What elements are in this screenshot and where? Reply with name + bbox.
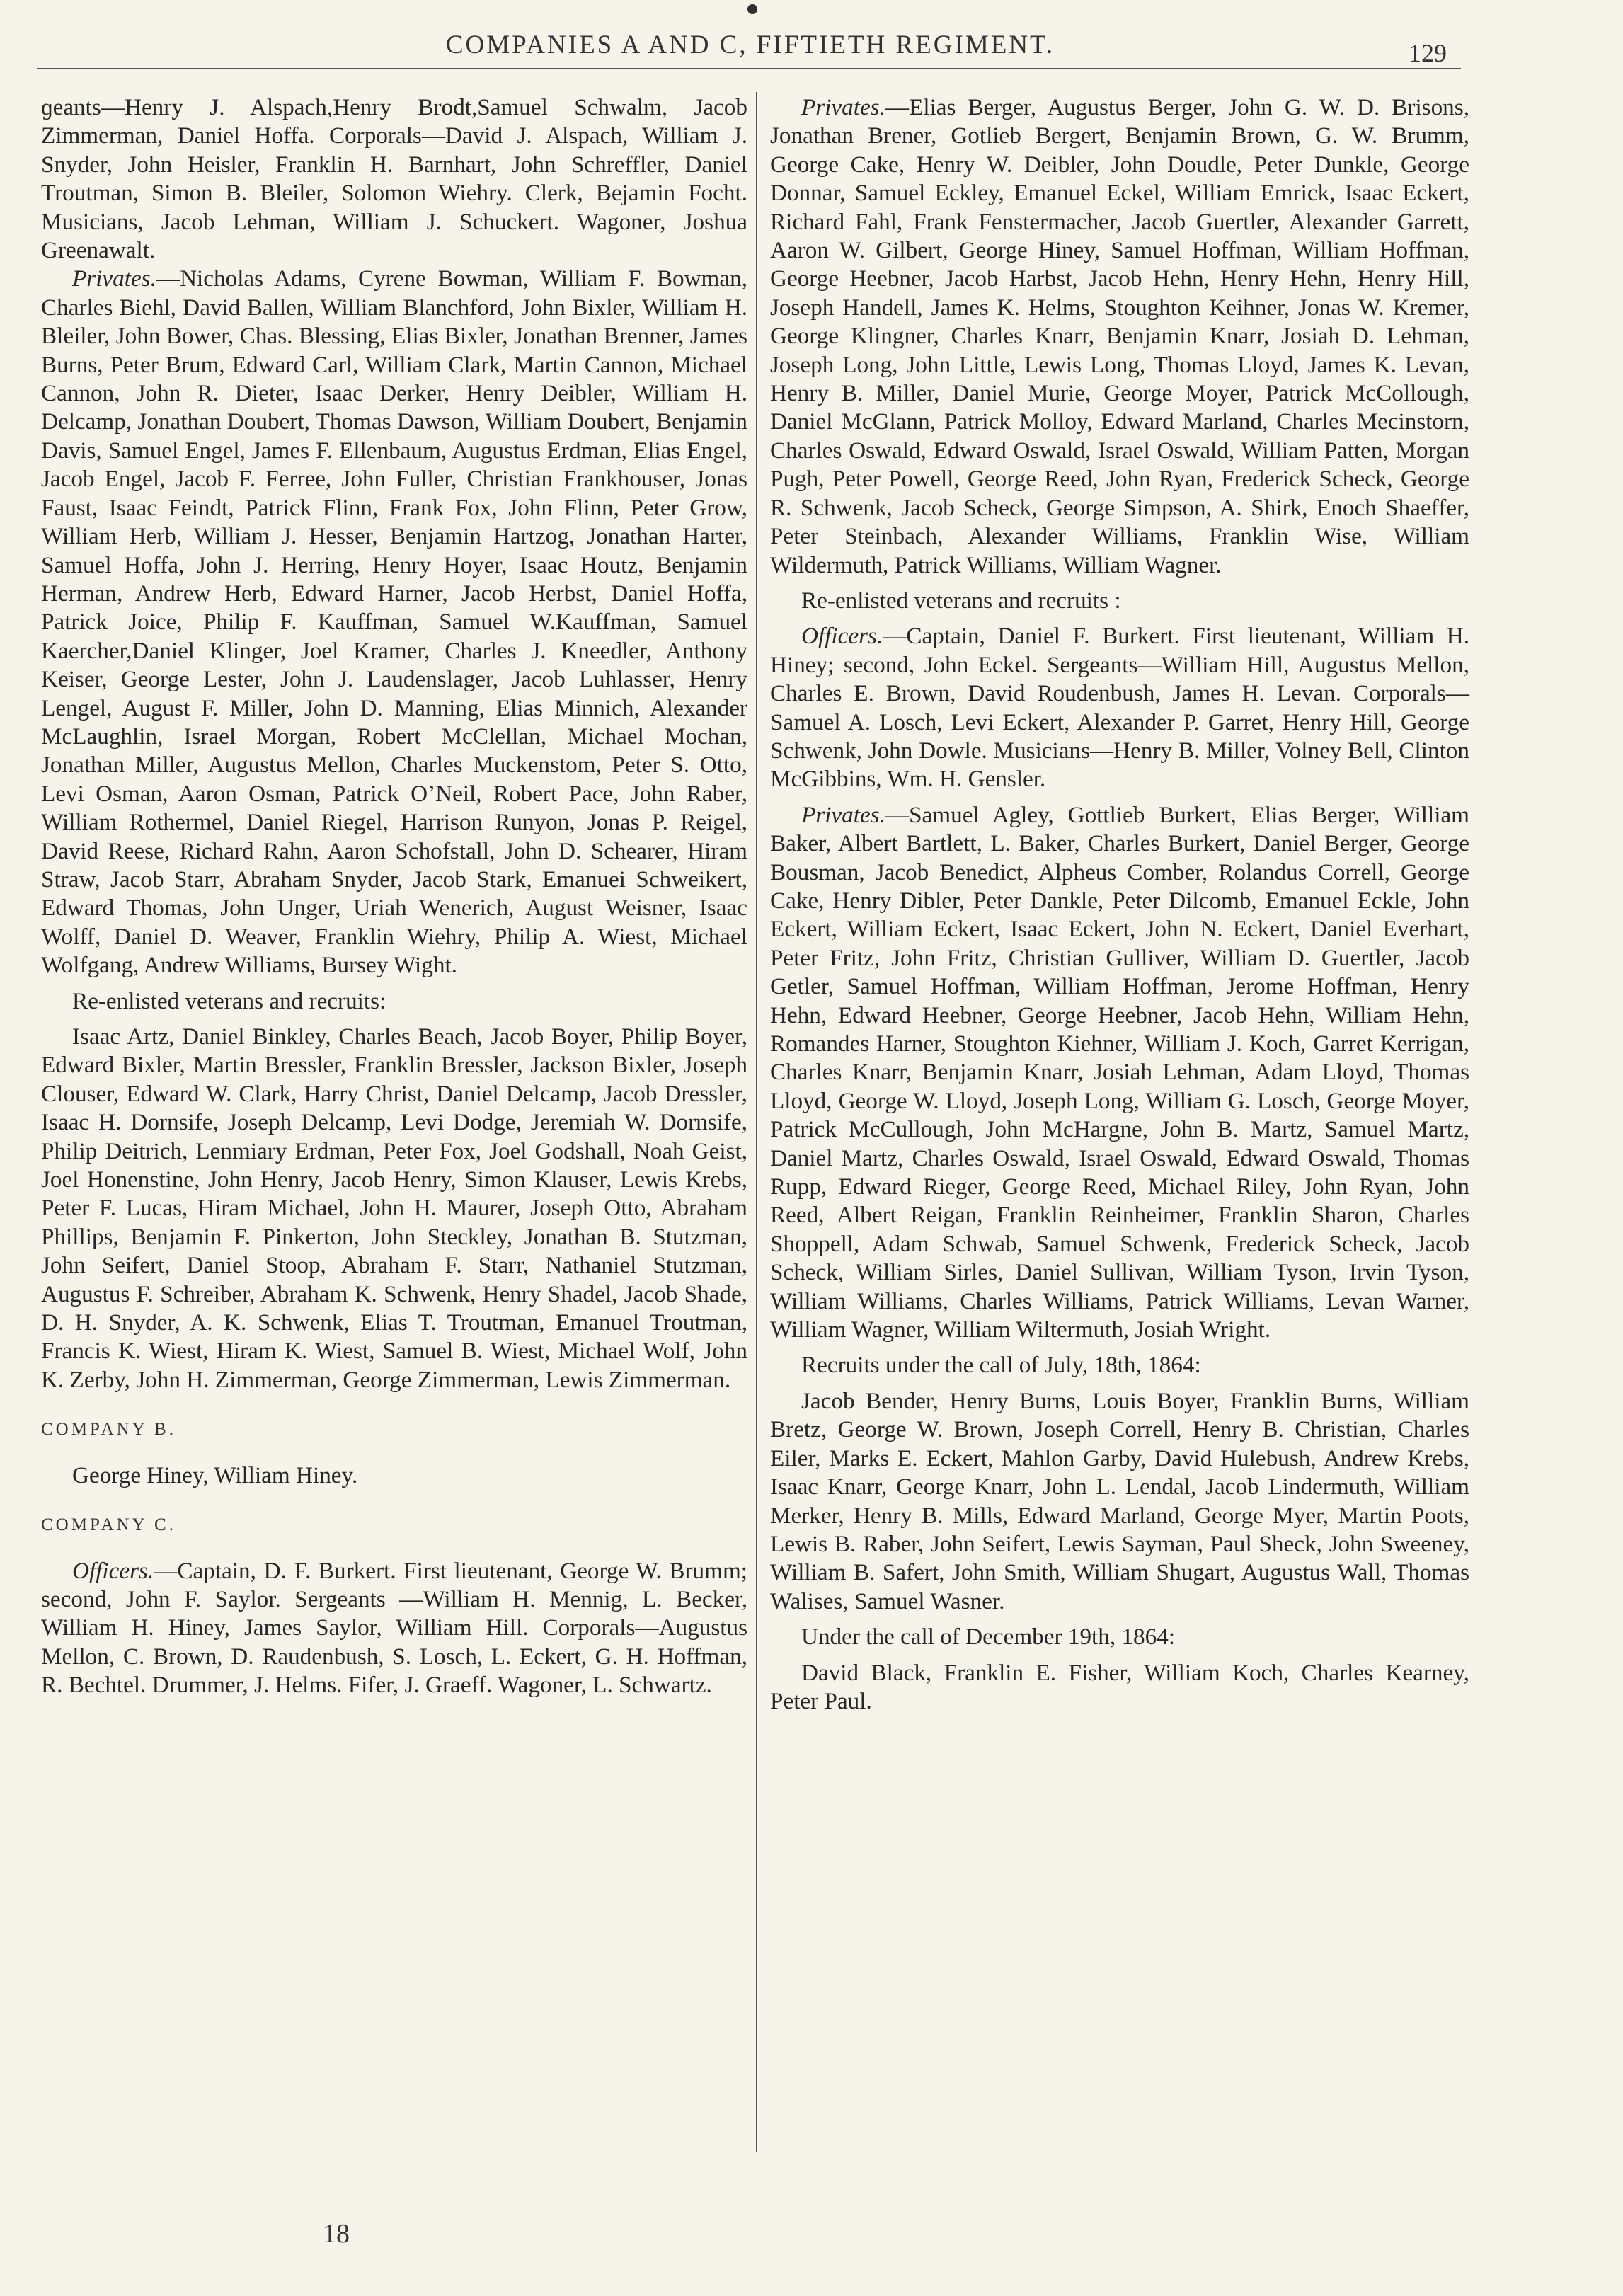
december-recruits-heading: Under the call of December 19th, 1864: (801, 1624, 1176, 1651)
privates-list: —Nicholas Adams, Cyrene Bowman, William F. Bowman, Charles Biehl, David Ballen, William Blanchford, John Bixler, William H. Bleiler, John Bower, Chas. Blessing, Elias Bixler, Jonathan Brenner, James Burns, Peter Brum, Edward Carl, William Clark, Martin Cannon, Michael Cannon, John R. Dieter, Isaac Derker, Henry Deibler, William H. Delcamp, Jonathan Doubert, Thomas Dawson, William Doubert, Benjamin Davis, Samuel Engel, James F. Ellenbaum, Augustus Erdman, Elias Engel, Jacob Engel, Jacob F. Ferree, John Fuller, Christian Frankhouser, Jonas Faust, Isaac Feindt, Patrick Flinn, Frank Fox, John Flinn, Peter Grow, William Herb, William J. Hesser, Benjamin Hartzog, Jonathan Harter, Samuel Hoffa, John J. Herring, Henry Hoyer, Isaac Houtz, Benjamin Herman, Andrew Herb, Edward Harner, Jacob Herbst, Daniel Hoffa, Patrick Joice, Philip F. Kauffman, Samuel W.Kauffman, Samuel Kaercher,Daniel Klinger, Joel Kramer, Charles J. Kneedler, Anthony Keiser, George Lester, John J. Laudenslager, Jacob Luhlasser, Henry Lengel, August F. Miller, John D. Manning, Elias Minnich, Alexander McLaughlin, Israel Morgan, Robert McClellan, Michael Mochan, Jonathan Miller, Augustus Mellon, Charles Muckenstom, Peter S. Otto, Levi Osman, Aaron Osman, Patrick O’Neil, Robert Pace, John Raber, William Rothermel, Daniel Riegel, Harrison Runyon, Jonas P. Reigel, David Reese, Richard Rahn, Aaron Schofstall, John D. Schearer, Hiram Straw, Jacob Starr, Abraham Snyder, Jacob Stark, Emanuei Schweikert, Edward Thomas, John Unger, Uriah Wenerich, August Weisner, Isaac Wolff, Daniel D. Weaver, Franklin Wiehry, Philip A. Wiest, Michael Wolfgang, Andrew Williams, Bursey Wight. (41, 265, 747, 979)
running-head: COMPANIES A AND C, FIFTIETH REGIMENT. (445, 30, 1055, 59)
july-recruits-heading: Recruits under the call of July, 18th, 1864: (801, 1352, 1201, 1379)
company-c-officers-paragraph (41, 1557, 747, 1700)
december-recruits-list: David Black, Franklin E. Fisher, William Koch, Charles Kearney, Peter Paul. (770, 1659, 1469, 1714)
signature-mark: 18 (323, 2219, 350, 2249)
company-b-heading: COMPANY B. (41, 1420, 176, 1440)
column-divider (756, 92, 757, 2152)
company-a-privates-paragraph (41, 265, 747, 980)
header-rule (37, 68, 1461, 69)
privates-label: Privates. (801, 94, 885, 120)
privates-list: —Elias Berger, Augustus Berger, John G. W. D. Brisons, Jonathan Brener, Gotlieb Bergert, Benjamin Brown, G. W. Brumm, George Cake, Henry W. Deibler, John Doudle, Peter Dunkle, George Donnar, Samuel Eckley, Emanuel Eckel, William Emrick, Isaac Eckert, Richard Fahl, Frank Fenstermacher, Jacob Guertler, Alexander Garrett, Aaron W. Gilbert, George Hiney, Samuel Hoffman, William Hoffman, George Heebner, Jacob Harbst, Jacob Hehn, Henry Hehn, Henry Hill, Joseph Handell, James K. Helms, Stoughton Keihner, Jonas W. Kremer, George Klingner, Charles Knarr, Benjamin Knarr, Josiah D. Lehman, Joseph Long, John Little, Lewis Long, Thomas Lloyd, James K. Levan, Henry B. Miller, Daniel Murie, George Moyer, Patrick McCollough, Daniel McGlann, Patrick Molloy, Edward Marland, Charles Mecinstorn, Charles Oswald, Edward Oswald, Israel Oswald, William Patten, Morgan Pugh, Peter Powell, George Reed, John Ryan, Frederick Scheck, George R. Schwenk, Jacob Scheck, George Simpson, A. Shirk, Enoch Shaeffer, Peter Steinbach, Alexander Williams, Franklin Wise, William Wildermuth, Patrick Williams, William Wagner. (770, 94, 1469, 578)
officers-list: —Captain, Daniel F. Burkert. First lieutenant, William H. Hiney; second, John Eckel. Sergeants—William Hill, Augustus Mellon, Charles E. Brown, David Roudenbush, James H. Levan. Corporals—Samuel A. Losch, Levi Eckert, Alexander P. Garret, Henry Hill, George Schwenk, John Dowle. Musicians—Henry B. Miller, Volney Bell, Clinton McGibbins, Wm. H. Gensler. (770, 623, 1469, 793)
reenlisted-list: Isaac Artz, Daniel Binkley, Charles Beach, Jacob Boyer, Philip Boyer, Edward Bixler, Martin Bressler, Franklin Bressler, Jackson Bixler, Joseph Clouser, Edward W. Clark, Harry Christ, Daniel Delcamp, Jacob Dressler, Isaac H. Dornsife, Joseph Delcamp, Levi Dodge, Jeremiah W. Dornsife, Philip Deitrich, Lenmiary Erdman, Peter Fox, Joel Godshall, Noah Geist, Joel Honenstine, John Henry, Jacob Henry, Simon Klauser, Lewis Krebs, Peter F. Lucas, Hiram Michael, John H. Maurer, Joseph Otto, Abraham Phillips, Benjamin F. Pinkerton, John Steckley, Jonathan B. Stutzman, John Seifert, Daniel Stoop, Abraham F. Starr, Nathaniel Stutzman, Augustus F. Schreiber, Abraham K. Schwenk, Henry Shadel, Jacob Shade, D. H. Snyder, A. K. Schwenk, Elias T. Troutman, Emanuel Troutman, Francis K. Wiest, Hiram K. Wiest, Samuel B. Wiest, Michael Wolf, John K. Zerby, John H. Zimmerman, George Zimmerman, Lewis Zimmerman. (41, 1023, 747, 1393)
company-c-heading: COMPANY C. (41, 1515, 176, 1535)
reenlisted-privates-paragraph (770, 801, 1469, 1345)
company-a-sergeants-paragraph: ɡeants—Henry J. Alspach,Henry Brodt,Samuel Schwalm, Jacob Zimmerman, Daniel Hoffa. Corporals—David J. Alspach, William J. Snyder, John Heisler, Franklin H. Barnhart, John Schreffler, Daniel Troutman, Simon B. Bleiler, Solomon Wiehry. Clerk, Bejamin Focht. Musicians, Jacob Lehman, William J. Schuckert. Wagoner, Joshua Greenawalt. (41, 94, 747, 264)
officers-label: Officers. (801, 623, 883, 650)
reenlisted-officers-paragraph (770, 622, 1469, 793)
privates-list: —Samuel Agley, Gottlieb Burkert, Elias Berger, William Baker, Albert Bartlett, L. Baker, Charles Burkert, Daniel Berger, George Bousman, Jacob Benedict, Alpheus Comber, Rolandus Correll, George Cake, Henry Dibler, Peter Dankle, Peter Dilcomb, Emanuel Eckle, John Eckert, William Eckert, Isaac Eckert, John N. Eckert, Daniel Everhart, Peter Fritz, John Fritz, Christian Gulliver, William D. Guertler, Jacob Getler, Samuel Hoffman, William Hoffman, Jerome Hoffman, Henry Hehn, Edward Heebner, George Heebner, Jacob Hehn, William Hehn, Romandes Harner, Stoughton Kiehner, William J. Koch, Garret Kerrigan, Charles Knarr, Benjamin Knarr, Josiah Lehman, Adam Lloyd, Thomas Lloyd, George W. Lloyd, Joseph Long, William G. Losch, George Moyer, Patrick McCullough, John McHargne, John B. Martz, Samuel Martz, Daniel Martz, Charles Oswald, Israel Oswald, Edward Oswald, Thomas Rupp, Edward Rieger, George Reed, Michael Riley, John Ryan, John Reed, Albert Reigan, Franklin Reinheimer, Franklin Sharon, Charles Shoppell, Adam Schwab, Samuel Schwenk, Frederick Scheck, Jacob Scheck, William Sirles, Daniel Sullivan, William Tyson, Irvin Tyson, William Williams, Charles Williams, Patrick Williams, Levan Warner, William Wagner, William Wiltermuth, Josiah Wright. (770, 801, 1469, 1343)
reenlisted-heading: Re-enlisted veterans and recruits : (801, 587, 1121, 614)
july-recruits-list: Jacob Bender, Henry Burns, Louis Boyer, Franklin Burns, William Bretz, George W. Brown, Joseph Correll, Henry B. Christian, Charles Eiler, Marks E. Eckert, Mahlon Garby, David Hulebush, Andrew Krebs, Isaac Knarr, George Knarr, John L. Lendal, Jacob Lindermuth, William Merker, Henry B. Mills, Edward Marland, George Myer, Martin Poots, Lewis B. Raber, John Seifert, Lewis Sayman, Paul Sheck, John Sweeney, William B. Safert, John Smith, William Shugart, Augustus Wall, Thomas Walises, Samuel Wasner. (770, 1387, 1469, 1614)
officers-list: —Captain, D. F. Burkert. First lieutenant, George W. Brumm; second, John F. Saylor. Sergeants —William H. Mennig, L. Becker, William H. Hiney, James Saylor, William Hill. Corporals—Augustus Mellon, C. Brown, D. Raudenbush, S. Losch, L. Eckert, G. H. Hoffman, R. Bechtel. Drummer, J. Helms. Fifer, J. Graeff. Wagoner, L. Schwartz. (41, 1557, 747, 1699)
privates-label: Privates. (72, 265, 156, 292)
left-column (41, 93, 747, 1700)
right-column (770, 93, 1469, 1716)
reenlisted-heading: Re-enlisted veterans and recruits: (72, 987, 386, 1014)
header-ornament-dot (747, 4, 757, 14)
privates-label: Privates. (801, 801, 885, 828)
officers-label: Officers. (72, 1557, 154, 1584)
company-b-list: George Hiney, William Hiney. (72, 1462, 358, 1488)
page-number: 129 (1409, 39, 1447, 67)
company-c-privates-paragraph (770, 93, 1469, 580)
